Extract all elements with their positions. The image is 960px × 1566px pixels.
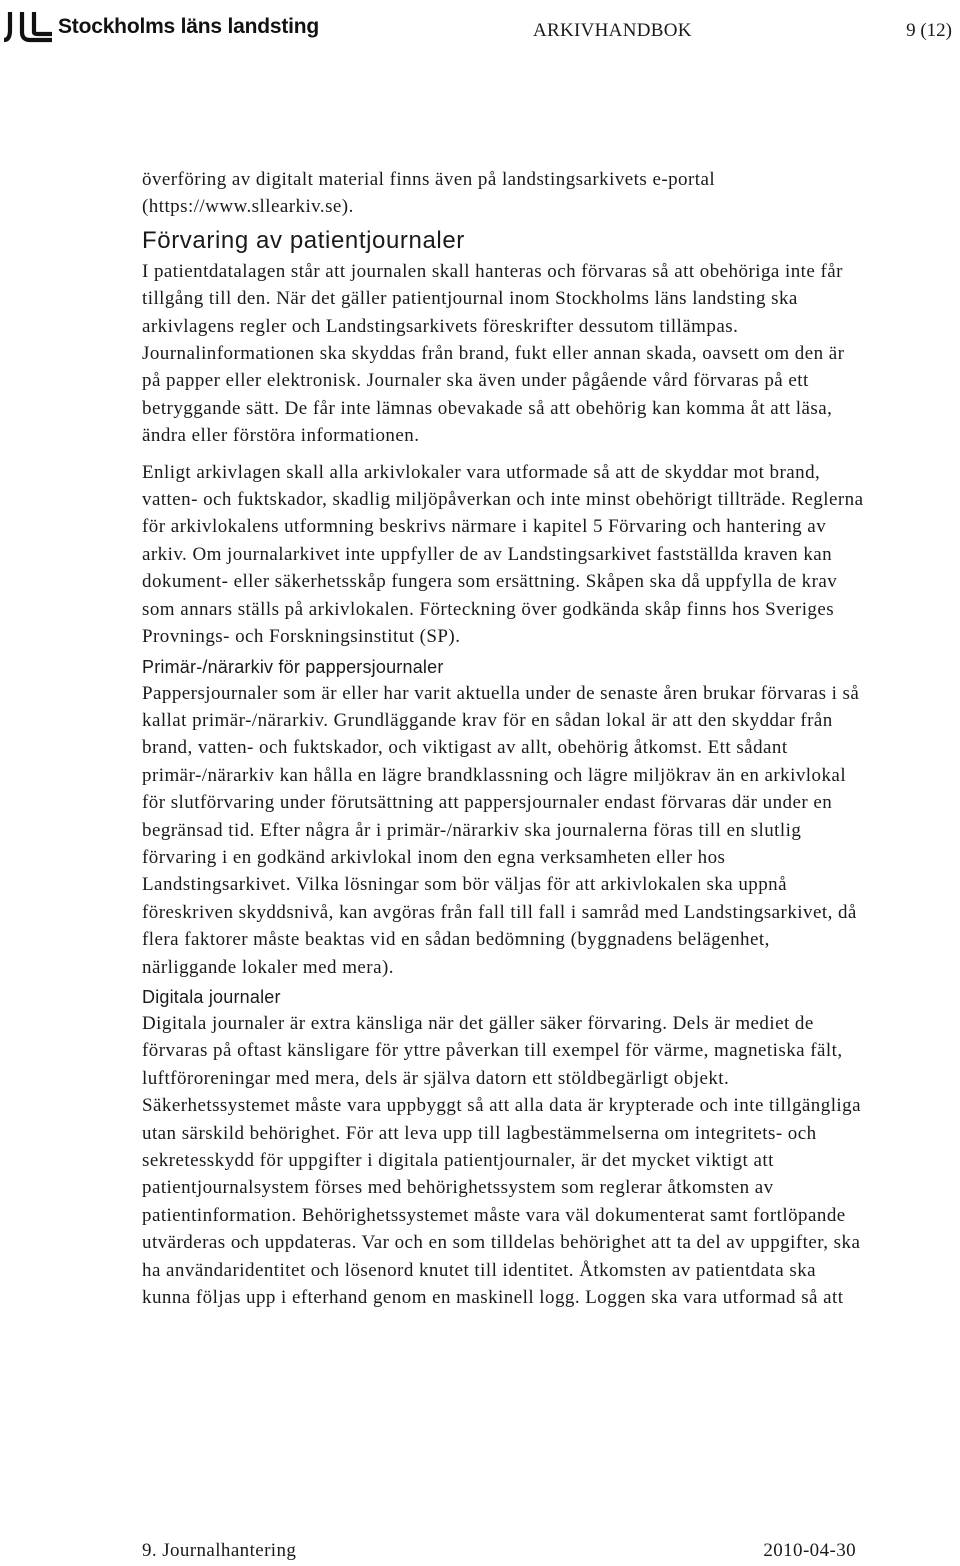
sll-logo-icon bbox=[4, 10, 52, 44]
subsection-paragraph-primary-archive: Pappersjournaler som är eller har varit aktuella under de senaste åren brukar förvaras i så kallat primär-/närarkiv. Grundläggande krav för en sådan lokal är att den skyddar från brand, vatten- och fuktskador, och viktigast av allt, obehörig åtkomst. Ett sådant primär-/närarkiv kan hålla en lägre brandklassning och lägre miljökrav än en arkivlokal för slutförvaring under förutsättning att pappersjournaler endast förvaras där under en begränsad tid. Efter några år i primär-/närarkiv ska journalerna föras till en slutlig förvaring i en godkänd arkivlokal inom den egna verksamheten eller hos Landstingsarkivet. Vilka lösningar som bör väljas för att arkivlokalen ska uppnå föreskriven skyddsnivå, kan avgöras från fall till fall i samråd med Landstingsarkivet, då flera faktorer måste beaktas vid en sådan bedömning (byggnadens belägenhet, närliggande lokaler med mera). bbox=[142, 682, 860, 978]
subsection-heading-primary-archive: Primär-/närarkiv för pappersjournaler bbox=[142, 656, 444, 677]
document-title: ARKIVHANDBOK bbox=[533, 20, 692, 41]
logo-text: Stockholms läns landsting bbox=[58, 15, 320, 38]
section-heading: Förvaring av patientjournaler bbox=[142, 226, 465, 254]
footer-date: 2010-04-30 bbox=[763, 1540, 856, 1561]
document-body bbox=[142, 166, 867, 1311]
section-paragraph-2: Enligt arkivlagen skall alla arkivlokaler vara utformade så att de skyddar mot brand, vatten- och fuktskador, skadlig miljöpåverkan och inte minst obehörigt tillträde. Reglerna för arkivlokalens utformning beskrivs närmare i kapitel 5 Förvaring och hantering av arkiv. Om journalarkivet inte uppfyller de av Landstingsarkivet fastställda kraven kan dokument- eller säkerhetsskåp fungera som ersättning. Skåpen ska då uppfylla de krav som annars ställs på arkivlokalen. Förteckning över godkända skåp finns hos Sveriges Provnings- och Forskningsinstitut (SP). bbox=[142, 461, 864, 648]
intro-line-2: (https://www.sllearkiv.se). bbox=[142, 196, 354, 218]
footer-chapter: 9. Journalhantering bbox=[142, 1540, 297, 1561]
subsection-paragraph-digital-journals: Digitala journaler är extra känsliga när det gäller säker förvaring. Dels är mediet de förvaras på oftast känsligare för yttre påverkan till exempel för värme, magnetiska fält, luftföroreningar med mera, dels är själva datorn ett stöldbegärligt objekt. Säkerhetssystemet måste vara uppbyggt så att alla data är krypterade och inte tillgängliga utan särskild behörighet. För att leva upp till lagbestämmelserna om integritets- och sekretesskydd för uppgifter i digitala patientjournaler, är det mycket viktigt att patientjournalsystem förses med behörighetssystem som reglerar åtkomsten av patientinformation. Behörighetssystemet måste vara väl dokumenterat samt fortlöpande utvärderas och uppdateras. Var och en som tilldelas behörighet att ta del av uppgifter, ska ha användaridentitet och lösenord knutet till identitet. Åtkomsten av patientdata ska kunna följas upp i efterhand genom en maskinell logg. Loggen ska vara utformad så att bbox=[142, 1012, 861, 1309]
page-header bbox=[0, 0, 960, 60]
section-paragraph-1: I patientdatalagen står att journalen skall hanteras och förvaras så att obehöriga inte får tillgång till den. När det gäller patientjournal inom Stockholms läns landsting ska arkivlagens regler och Landstingsarkivets föreskrifter dessutom tillämpas. Journalinformationen ska skyddas från brand, fukt eller annan skada, oavsett om den är på papper eller elektronisk. Journaler ska även under pågående vård förvaras på ett betryggande sätt. De får inte lämnas obevakade så att obehörig kan komma åt att läsa, ändra eller förstöra informationen. bbox=[142, 260, 845, 447]
intro-line-1: överföring av digitalt material finns även på landstingsarkivets e-portal bbox=[142, 169, 716, 190]
subsection-heading-digital-journals: Digitala journaler bbox=[142, 986, 281, 1007]
sll-logo bbox=[4, 10, 319, 44]
page-number: 9 (12) bbox=[906, 20, 952, 41]
